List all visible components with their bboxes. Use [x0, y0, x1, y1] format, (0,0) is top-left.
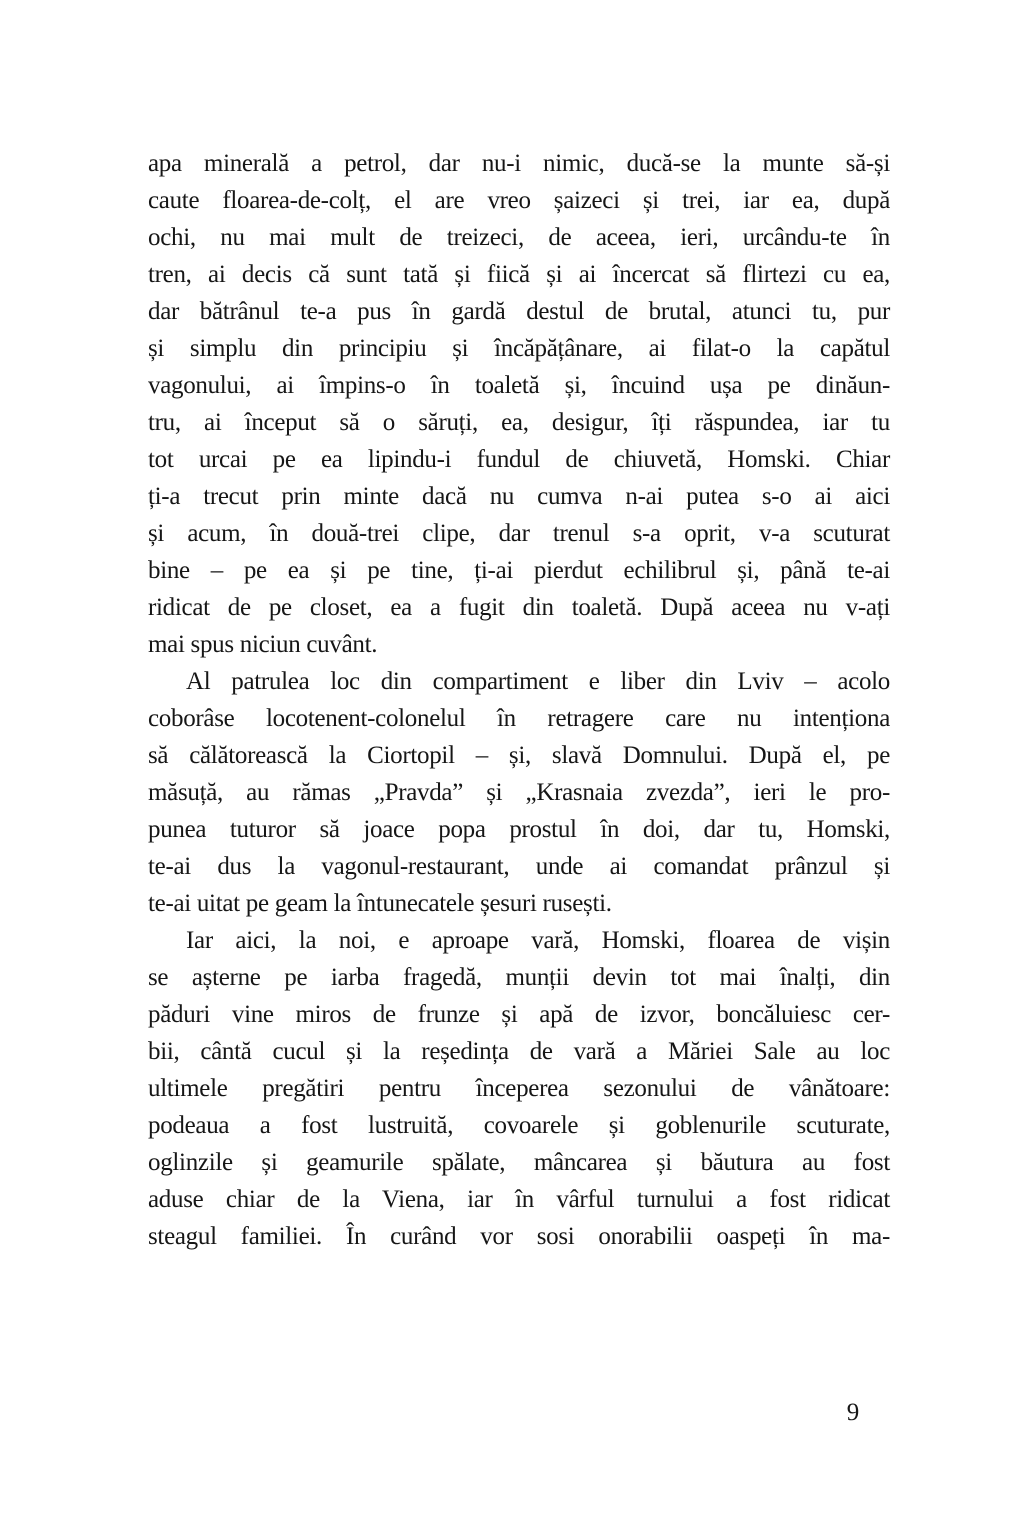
- text-line: caute floarea-de-colț, el are vreo șaizeci și trei, iar ea, după: [148, 187, 890, 214]
- text-line: steagul familiei. În curând vor sosi onorabilii oaspeți în ma-: [148, 1223, 890, 1250]
- text-line: te-ai dus la vagonul-restaurant, unde ai comandat prânzul și: [148, 853, 890, 880]
- text-line: mai spus niciun cuvânt.: [148, 631, 378, 658]
- page-number: 9: [846, 1399, 860, 1426]
- text-line: să călătorească la Ciortopil – și, slavă Domnului. După el, pe: [148, 742, 890, 769]
- text-line: măsuță, au rămas „Pravda” și „Krasnaia zvezda”, ieri le pro-: [148, 779, 890, 806]
- text-line: ochi, nu mai mult de treizeci, de aceea, ieri, urcându-te în: [148, 224, 890, 251]
- text-line: tot urcai pe ea lipindu-i fundul de chiuvetă, Homski. Chiar: [148, 446, 890, 473]
- paragraph: [148, 922, 890, 1255]
- text-block: [148, 145, 890, 1255]
- text-line: tren, ai decis că sunt tată și fiică și ai încercat să flirtezi cu ea,: [148, 261, 890, 288]
- text-line: te-ai uitat pe geam la întunecatele șesuri rusești.: [148, 890, 612, 917]
- text-line: bii, cântă cucul și la reședința de vară a Măriei Sale au loc: [148, 1038, 890, 1065]
- paragraph: [148, 663, 890, 922]
- text-line: punea tuturor să joace popa prostul în doi, dar tu, Homski,: [148, 816, 890, 843]
- text-line: tru, ai început să o săruți, ea, desigur, îți răspundea, iar tu: [148, 409, 890, 436]
- text-line: păduri vine miros de frunze și apă de izvor, boncăluiesc cer-: [148, 1001, 890, 1028]
- text-line: oglinzile și geamurile spălate, mâncarea și băutura au fost: [148, 1149, 890, 1176]
- text-line: vagonului, ai împins-o în toaletă și, încuind ușa pe dinăun-: [148, 372, 890, 399]
- paragraph: [148, 145, 890, 663]
- text-line: bine – pe ea și pe tine, ți-ai pierdut echilibrul și, până te-ai: [148, 557, 890, 584]
- text-line: ridicat de pe closet, ea a fugit din toaletă. După aceea nu v-ați: [148, 594, 890, 621]
- text-line: ți-a trecut prin minte dacă nu cumva n-ai putea s-o ai aici: [148, 483, 890, 510]
- text-line: ultimele pregătiri pentru începerea sezonului de vânătoare:: [148, 1075, 890, 1102]
- text-line: dar bătrânul te-a pus în gardă destul de brutal, atunci tu, pur: [148, 298, 890, 325]
- text-line: Al patrulea loc din compartiment e liber din Lviv – acolo: [186, 668, 890, 695]
- text-line: aduse chiar de la Viena, iar în vârful turnului a fost ridicat: [148, 1186, 890, 1213]
- text-line: podeaua a fost lustruită, covoarele și goblenurile scuturate,: [148, 1112, 890, 1139]
- text-line: și acum, în două-trei clipe, dar trenul s-a oprit, v-a scuturat: [148, 520, 890, 547]
- text-line: apa minerală a petrol, dar nu-i nimic, ducă-se la munte să-și: [148, 150, 890, 177]
- text-line: coborâse locotenent-colonelul în retragere care nu intenționa: [148, 705, 890, 732]
- text-line: și simplu din principiu și încăpățânare, ai filat-o la capătul: [148, 335, 890, 362]
- text-line: se așterne pe iarba fragedă, munții devin tot mai înalți, din: [148, 964, 890, 991]
- text-line: Iar aici, la noi, e aproape vară, Homski, floarea de vișin: [186, 927, 890, 954]
